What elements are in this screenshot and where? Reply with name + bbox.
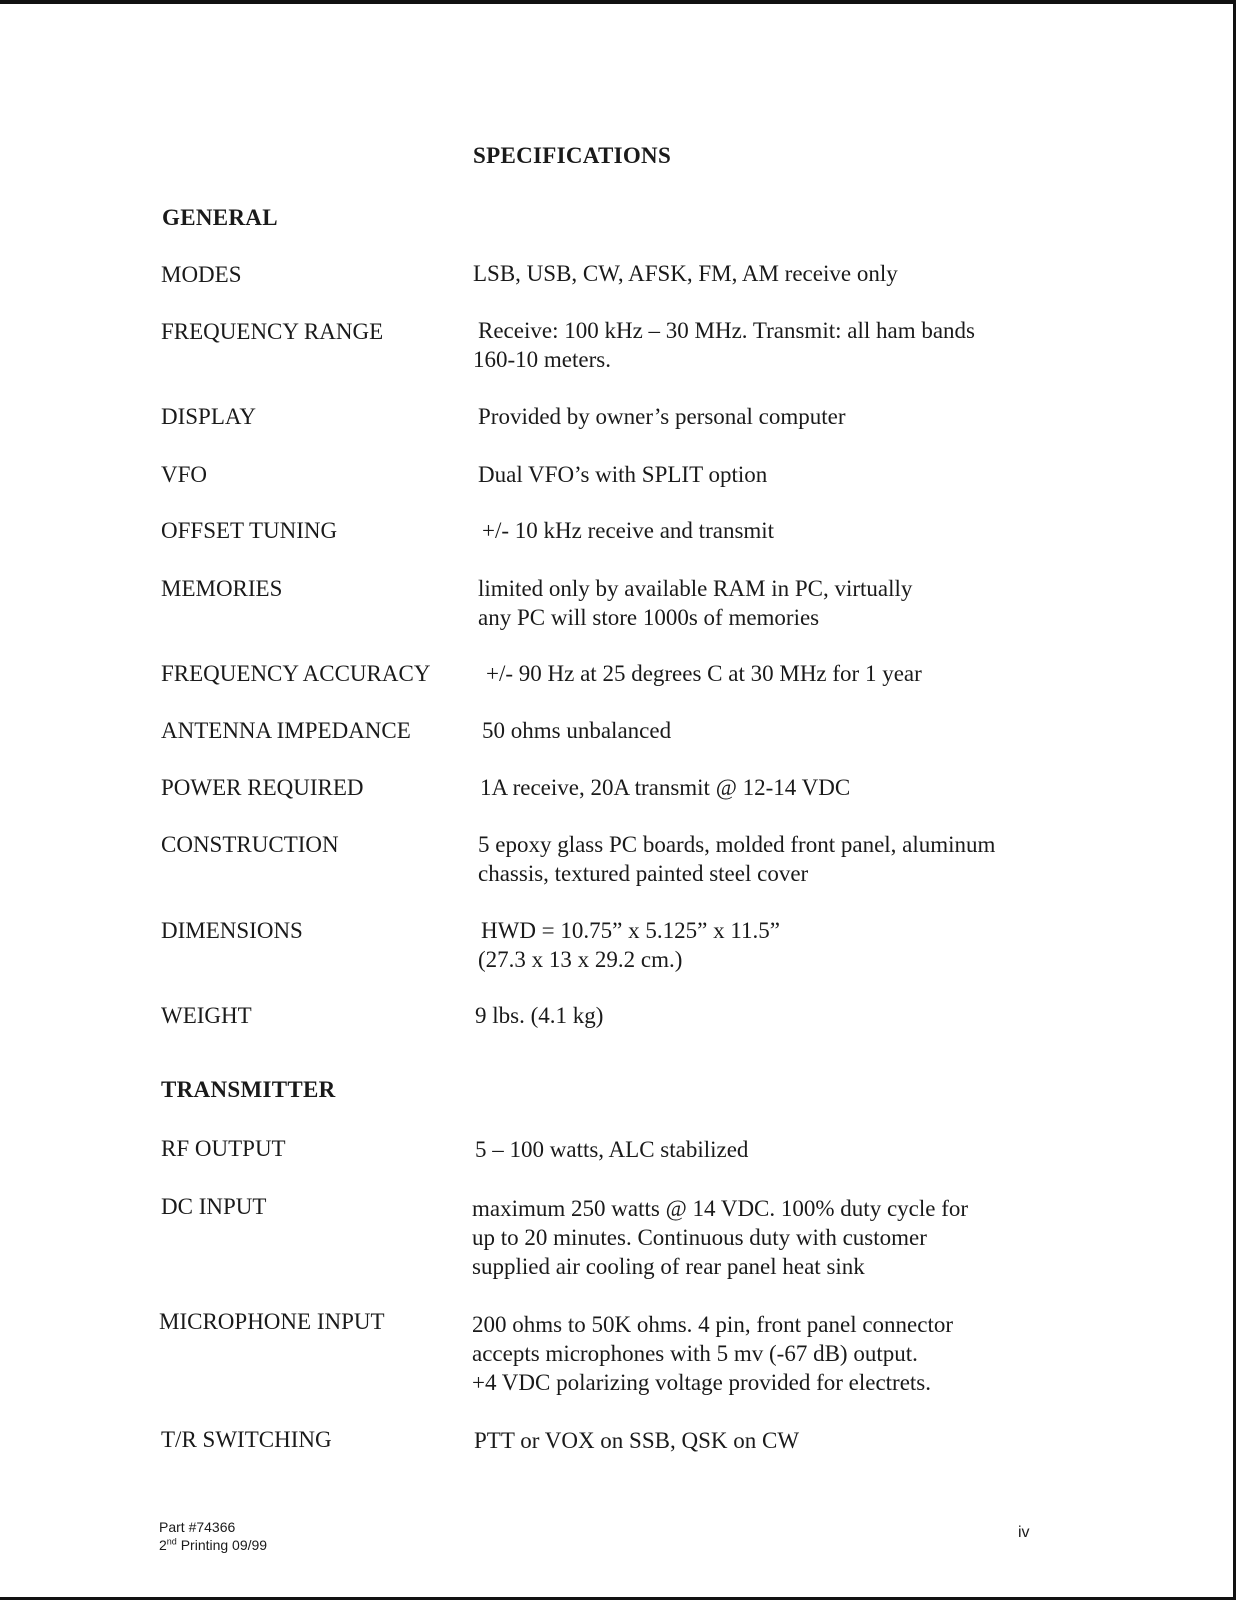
spec-value-line: Receive: 100 kHz – 30 MHz. Transmit: all ham bands — [478, 318, 975, 343]
page-title: SPECIFICATIONS — [473, 143, 672, 168]
spec-label-power-required: POWER REQUIRED — [161, 775, 364, 800]
spec-value-antenna-impedance — [482, 716, 671, 745]
spec-value-line: +4 VDC polarizing voltage provided for electrets. — [472, 1370, 932, 1395]
spec-value-line: +/- 10 kHz receive and transmit — [482, 518, 775, 543]
spec-value-line: Dual VFO’s with SPLIT option — [478, 462, 768, 487]
spec-value-line: 5 – 100 watts, ALC stabilized — [475, 1137, 749, 1162]
spec-value-line: chassis, textured painted steel cover — [478, 861, 809, 886]
spec-value-tr-switching — [474, 1426, 799, 1455]
spec-label-dimensions: DIMENSIONS — [161, 918, 303, 943]
spec-value-line: 160-10 meters. — [473, 347, 611, 372]
spec-value-line: 200 ohms to 50K ohms. 4 pin, front panel connector — [472, 1312, 954, 1337]
spec-value-line: maximum 250 watts @ 14 VDC. 100% duty cycle for — [472, 1196, 969, 1221]
footer-part-info — [159, 1518, 267, 1554]
spec-label-memories: MEMORIES — [161, 576, 283, 601]
spec-value-line: supplied air cooling of rear panel heat sink — [472, 1254, 865, 1279]
spec-value-frequency-range — [473, 316, 975, 374]
spec-label-display: DISPLAY — [161, 404, 257, 429]
spec-value-memories — [478, 574, 912, 632]
spec-value-line: accepts microphones with 5 mv (-67 dB) output. — [472, 1341, 918, 1366]
spec-label-modes: MODES — [161, 262, 242, 287]
spec-label-microphone-input: MICROPHONE INPUT — [159, 1309, 385, 1334]
spec-value-modes — [473, 259, 898, 288]
spec-value-line: +/- 90 Hz at 25 degrees C at 30 MHz for 1 year — [486, 661, 922, 686]
spec-value-line: (27.3 x 13 x 29.2 cm.) — [478, 947, 683, 972]
spec-label-offset-tuning: OFFSET TUNING — [161, 518, 338, 543]
spec-value-line: LSB, USB, CW, AFSK, FM, AM receive only — [473, 261, 898, 286]
spec-value-line: 5 epoxy glass PC boards, molded front panel, aluminum — [478, 832, 996, 857]
footer-printing — [159, 1536, 267, 1554]
spec-label-tr-switching: T/R SWITCHING — [161, 1427, 332, 1452]
spec-value-line: PTT or VOX on SSB, QSK on CW — [474, 1428, 800, 1453]
spec-value-line: 9 lbs. (4.1 kg) — [475, 1003, 604, 1028]
footer-printing-date: Printing 09/99 — [176, 1537, 268, 1553]
spec-value-line: 1A receive, 20A transmit @ 12-14 VDC — [480, 775, 851, 800]
footer-printing-number: 2 — [159, 1537, 167, 1553]
spec-label-weight: WEIGHT — [161, 1003, 252, 1028]
spec-value-microphone-input — [472, 1310, 953, 1397]
spec-value-line: up to 20 minutes. Continuous duty with customer — [472, 1225, 927, 1250]
spec-value-rf-output — [475, 1135, 748, 1164]
spec-label-antenna-impedance: ANTENNA IMPEDANCE — [161, 718, 411, 743]
spec-label-rf-output: RF OUTPUT — [161, 1136, 286, 1161]
spec-label-dc-input: DC INPUT — [161, 1194, 267, 1219]
section-heading-transmitter: TRANSMITTER — [161, 1077, 336, 1102]
spec-value-line: any PC will store 1000s of memories — [478, 605, 820, 630]
spec-value-power-required — [480, 773, 850, 802]
footer-printing-suffix: nd — [166, 1536, 177, 1547]
spec-value-dimensions — [478, 916, 780, 974]
page-number: iv — [1018, 1524, 1030, 1541]
spec-value-line: HWD = 10.75” x 5.125” x 11.5” — [481, 918, 780, 943]
spec-value-offset-tuning — [482, 516, 774, 545]
spec-label-frequency-accuracy: FREQUENCY ACCURACY — [161, 661, 431, 686]
spec-value-dc-input — [472, 1194, 968, 1281]
spec-value-frequency-accuracy — [486, 659, 922, 688]
page-border-top — [0, 0, 1236, 4]
spec-label-frequency-range: FREQUENCY RANGE — [161, 319, 384, 344]
spec-value-vfo — [478, 460, 767, 489]
spec-value-construction — [478, 830, 995, 888]
spec-value-display — [478, 402, 846, 431]
spec-value-line: limited only by available RAM in PC, virtually — [478, 576, 913, 601]
spec-value-line: 50 ohms unbalanced — [482, 718, 672, 743]
section-heading-general: GENERAL — [162, 205, 278, 230]
spec-value-line: Provided by owner’s personal computer — [478, 404, 846, 429]
footer-part-number: Part #74366 — [159, 1519, 236, 1535]
spec-label-construction: CONSTRUCTION — [161, 832, 339, 857]
spec-label-vfo: VFO — [161, 462, 208, 487]
spec-value-weight — [475, 1001, 603, 1030]
